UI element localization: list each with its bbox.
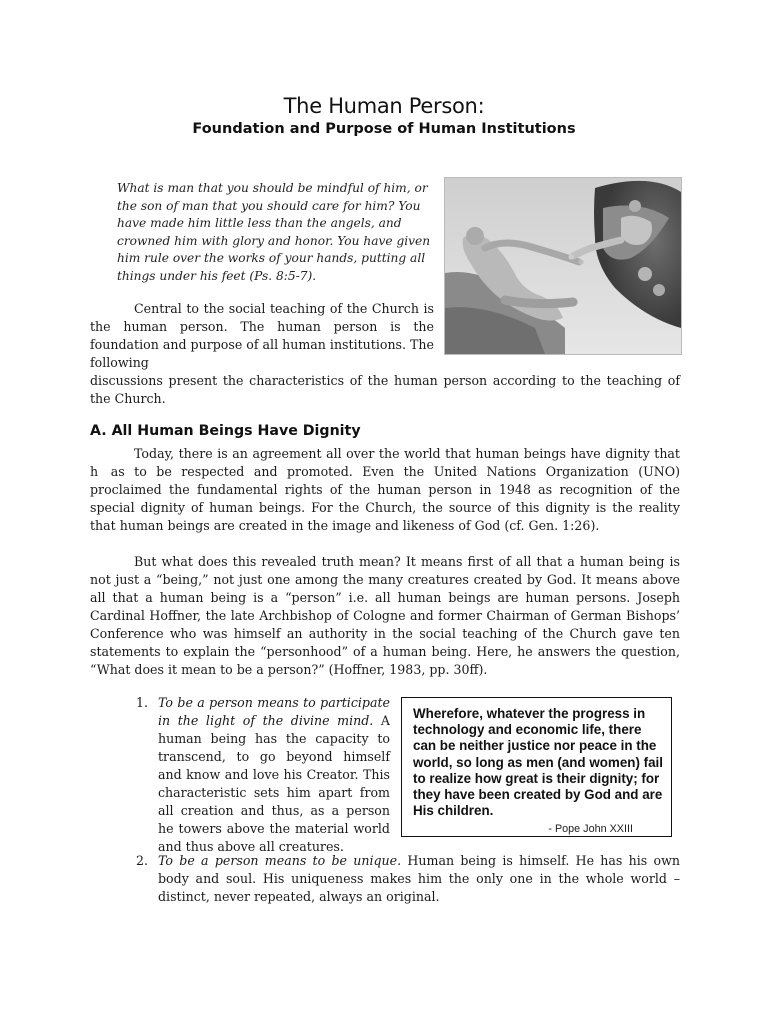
list-item-lead: To be a person means to participate in the light of the divine mind. — [158, 695, 390, 728]
intro-wrapped-text: Central to the social teaching of the Church is the human person. The human person is the foundation and purpose of all human institutions. The following — [90, 301, 434, 370]
pull-quote-author: - Pope John XXIII — [548, 823, 633, 836]
epigraph-quote: What is man that you should be mindful of him, or the son of man that you should care for him? You have made him little less than the angels, and crowned him with glory and honor. You have given him rule over the works of your hands, putting all things under his feet (Ps. 8:5-7). — [117, 181, 431, 283]
pull-quote-text: Wherefore, whatever the progress in technology and economic life, there can be neither justice nor peace in the world, so long as men (and women) fail to realize how great is their dignity; for they have been created by God and are His children. — [413, 706, 663, 819]
list-item-text — [158, 694, 390, 856]
body-paragraph-1: Today, there is an agreement all over the world that human beings have dignity that h as to be respected and promoted. Even the United Nations Organization (UNO) proclaimed the fundamental rights of the human person in 1948 as recognition of the special dignity of human beings. For the Church, the source of this dignity is the reality that human beings are created in the image and likeness of God (cf. Gen. 1:26). — [90, 446, 680, 533]
list-item-body: A human being has the capacity to transcend, to go beyond himself and know and love his Creator. This characteristic sets him apart from all creation and thus, as a person he towers above the material world and thus above all creatures. — [158, 713, 390, 854]
intro-paragraph — [90, 300, 680, 408]
body-paragraph-2: But what does this revealed truth mean? It means first of all that a human being is not just a “being,” not just one among the many creatures created by God. It means above all that a human being is a “person” i.e. all human beings are human persons. Joseph Cardinal Hoffner, the late Archbishop of Cologne and former Chairman of German Bishops’ Conference who was himself an authority in the social teaching of the Church gave ten statements to explain the “personhood” of a human being. Here, he answers the question, “What does it mean to be a person?” (Hoffner, 1983, pp. 30ff). — [90, 554, 680, 677]
list-item-body: Human being is himself. He has his own body and soul. His uniqueness makes him the only one in the whole world – distinct, never repeated, always an original. — [158, 853, 680, 904]
pull-quote-box — [401, 697, 672, 837]
page-title: The Human Person: — [283, 94, 485, 118]
list-item-number: 2. — [136, 853, 149, 868]
list-item-lead: To be a person means to be unique. — [158, 853, 402, 868]
list-item-text — [158, 852, 680, 906]
list-item-number: 1. — [136, 695, 149, 710]
intro-full-width-text: discussions present the characteristics of the human person according to the teaching of the Church. — [90, 373, 680, 406]
page-subtitle: Foundation and Purpose of Human Institutions — [192, 121, 576, 137]
section-heading: A. All Human Beings Have Dignity — [90, 423, 361, 439]
